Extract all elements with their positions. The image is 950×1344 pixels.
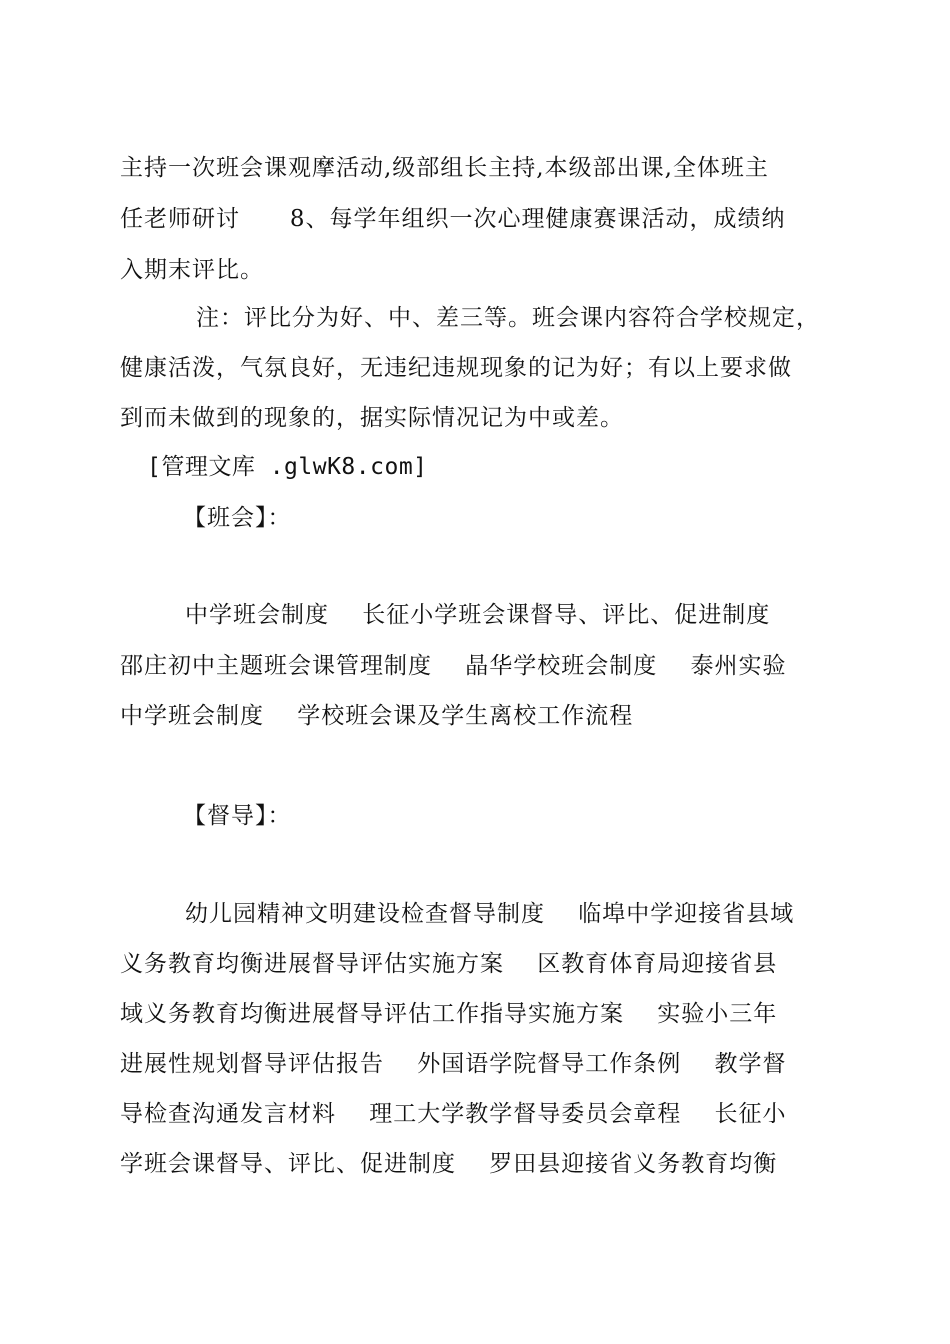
text-line: 义务教育均衡进展督导评估实施方案 区教育体育局迎接省县 — [120, 951, 778, 977]
text-line: 中学班会制度 长征小学班会课督导、评比、促进制度 — [185, 602, 771, 628]
source-note: [管理文库 .glwK8.com] — [147, 454, 428, 480]
text-line: 学班会课督导、评比、促进制度 罗田县迎接省义务教育均衡 — [120, 1151, 778, 1177]
text-line: 健康活泼，气氛良好，无违纪违规现象的记为好；有以上要求做 — [120, 355, 792, 381]
text-line: 入期末评比。 — [120, 257, 264, 283]
text-line: 邵庄初中主题班会课管理制度 晶华学校班会制度 泰州实验 — [120, 653, 787, 679]
section-heading: 【督导】： — [183, 803, 292, 829]
text-line: 幼儿园精神文明建设检查督导制度 临埠中学迎接省县域 — [185, 901, 795, 927]
text-line: 主持一次班会课观摩活动,级部组长主持,本级部出课,全体班主 — [120, 155, 769, 181]
text-line: 到而未做到的现象的，据实际情况记为中或差。 — [120, 405, 624, 431]
text-line: 注：评比分为好、中、差三等。班会课内容符合学校规定， — [196, 305, 820, 331]
text-line: 域义务教育均衡进展督导评估工作指导实施方案 实验小三年 — [120, 1001, 778, 1027]
text-line: 导检查沟通发言材料 理工大学教学督导委员会章程 长征小 — [120, 1101, 787, 1127]
text-line: 中学班会制度 学校班会课及学生离校工作流程 — [120, 703, 634, 729]
section-heading: 【班会】： — [183, 505, 292, 531]
text-line: 进展性规划督导评估报告 外国语学院督导工作条例 教学督 — [120, 1051, 787, 1077]
text-line: 任老师研讨 8、每学年组织一次心理健康赛课活动，成绩纳 — [120, 206, 786, 232]
